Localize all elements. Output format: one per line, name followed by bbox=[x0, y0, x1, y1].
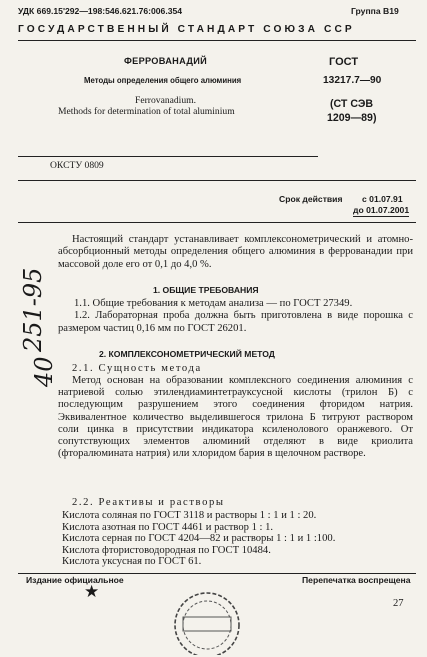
clause-2-1-heading: 2.1. Сущность метода bbox=[72, 363, 202, 374]
document-subtitle: Методы определения общего алюминия bbox=[84, 76, 242, 85]
reprint-notice: Перепечатка воспрещена bbox=[302, 575, 411, 585]
clause-1-2: 1.2. Лабораторная проба должна быть приготовлена в виде порошка с размером частиц 0,16 мм по ГОСТ 26201. bbox=[58, 310, 413, 334]
reagent-item: Кислота фтористоводородная по ГОСТ 10484. bbox=[62, 544, 271, 556]
header-rule bbox=[18, 40, 416, 41]
udk-code: УДК 669.15'292—198:546.621.76:006.354 bbox=[18, 6, 183, 16]
gost-number: 13217.7—90 bbox=[323, 75, 382, 86]
cmea-number: 1209—89) bbox=[327, 112, 377, 124]
cmea-label: (СТ СЭВ bbox=[330, 98, 374, 110]
footer-rule bbox=[18, 573, 416, 574]
clause-2-2-heading: 2.2. Реактивы и растворы bbox=[72, 497, 225, 508]
english-subtitle: Methods for determination of total aluminium bbox=[58, 106, 235, 117]
star-icon: ★ bbox=[84, 582, 100, 601]
clause-2-1-title bbox=[58, 363, 413, 375]
validity-to: до 01.07.2001 bbox=[353, 205, 410, 215]
english-title: Ferrovanadium. bbox=[135, 95, 197, 106]
oksu-rule bbox=[18, 180, 416, 181]
clause-2-2-title bbox=[58, 497, 413, 509]
title-rule bbox=[18, 156, 318, 157]
agency-title: ГОСУДАРСТВЕННЫЙ СТАНДАРТ СОЮЗА ССР bbox=[18, 24, 355, 35]
validity-from: с 01.07.91 bbox=[362, 194, 403, 204]
section-2-heading: 2. КОМПЛЕКСОНОМЕТРИЧЕСКИЙ МЕТОД bbox=[99, 349, 275, 359]
handwritten-note: 251-95 bbox=[19, 267, 47, 352]
clause-2-1-text: Метод основан на образовании комплексного соединения алюминия с натриевой солью этилендиаминтетрауксусной кислоты (трилон Б) с последующим разрушением этого соединения фторидом натрия. Эквивалентное количество выделившегося трилона Б титруют раствором соли цинка в присутствии индикатора ксиленолового оранжевого. От сопутствующих элементов алюминий отделяют в виде криолита (фторалюмината натрия) или хлоридом бария в щелочном растворе. bbox=[58, 375, 413, 460]
official-edition: Издание официальное bbox=[26, 575, 124, 585]
page-number: 27 bbox=[393, 598, 404, 609]
document-title: ФЕРРОВАНАДИЙ bbox=[124, 56, 208, 66]
validity-label: Срок действия bbox=[279, 194, 343, 204]
reagent-item: Кислота азотная по ГОСТ 4461 и раствор 1 : 1. bbox=[62, 521, 274, 533]
gost-label: ГОСТ bbox=[329, 56, 359, 68]
section-1-heading: 1. ОБЩИЕ ТРЕБОВАНИЯ bbox=[153, 285, 259, 295]
intro-text: Настоящий стандарт устанавливает комплексонометрический и атомно-абсорбционный методы определения общего алюминия в феррованадии при массовой доле его от 0,1 до 4,0 %. bbox=[58, 234, 413, 270]
reagent-item: Кислота уксусная по ГОСТ 61. bbox=[62, 556, 202, 568]
oksu-code: ОКСТУ 0809 bbox=[50, 160, 104, 171]
handwritten-note-2: 40 bbox=[30, 356, 58, 387]
section-1-body bbox=[58, 298, 413, 335]
intro-paragraph bbox=[58, 234, 413, 271]
library-stamp bbox=[168, 585, 246, 655]
reagent-list bbox=[62, 510, 335, 568]
validity-rule bbox=[18, 222, 416, 223]
clause-2-1-body bbox=[58, 375, 413, 460]
group-code: Группа В19 bbox=[351, 6, 399, 16]
reagent-item: Кислота соляная по ГОСТ 3118 и растворы 1 : 1 и 1 : 20. bbox=[62, 510, 317, 521]
clause-1-1: 1.1. Общие требования к методам анализа — по ГОСТ 27349. bbox=[74, 298, 353, 309]
reagent-item: Кислота серная по ГОСТ 4204—82 и растворы 1 : 1 и 1 :100. bbox=[62, 533, 336, 545]
